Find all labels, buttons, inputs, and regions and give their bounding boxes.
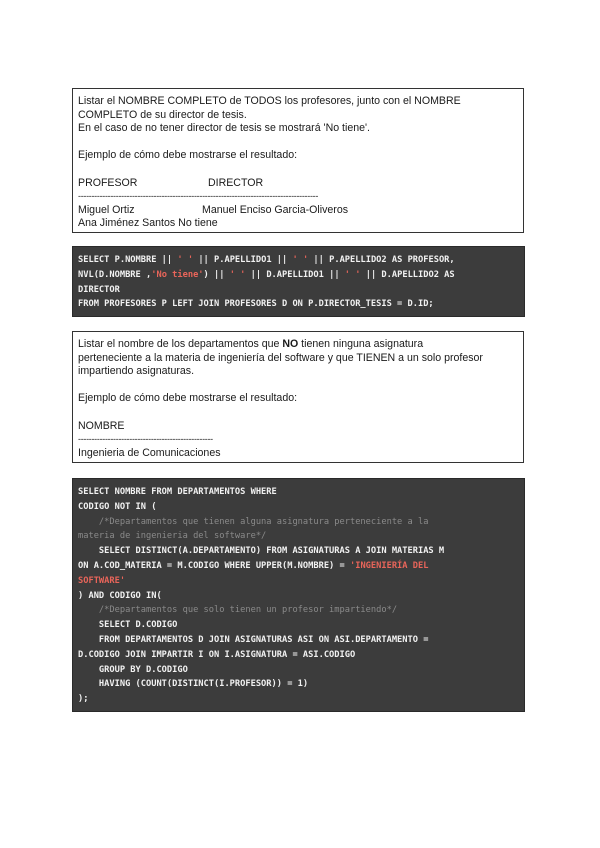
sql-code-block-2 — [72, 478, 525, 712]
exercise-2-statement — [72, 331, 524, 463]
code-line: D.CODIGO JOIN IMPARTIR I ON I.ASIGNATURA = ASI.CODIGO — [78, 649, 356, 660]
statement-line: impartiendo asignaturas. — [78, 365, 195, 378]
code-comment: materia de ingenieria del software*/ — [78, 531, 267, 542]
code-line: GROUP BY D.CODIGO — [78, 664, 188, 675]
code-comment: /*Departamentos que solo tienen un profesor impartiendo*/ — [78, 605, 398, 616]
code-line: DIRECTOR — [78, 284, 120, 295]
code-line: HAVING (COUNT(DISTINCT(I.PROFESOR)) = 1) — [78, 679, 309, 690]
code-line: NVL(D.NOMBRE ,'No tiene') || ' ' || D.APELLIDO1 || ' ' || D.APELLIDO2 AS — [78, 269, 455, 280]
exercise-1-statement — [72, 88, 524, 233]
column-header-director: DIRECTOR — [208, 176, 264, 189]
code-line: SELECT D.CODIGO — [78, 620, 178, 631]
code-line: SELECT NOMBRE FROM DEPARTAMENTOS WHERE — [78, 487, 277, 497]
code-line: SELECT DISTINCT(A.DEPARTAMENTO) FROM ASIGNATURAS A JOIN MATERIAS M — [78, 546, 445, 557]
example-label: Ejemplo de cómo debe mostrarse el resultado: — [78, 392, 298, 405]
separator-line: -------------------------------------------------- — [78, 434, 213, 445]
statement-line: Listar el nombre de los departamentos que NO tienen ninguna asignatura — [78, 338, 424, 350]
code-line: FROM PROFESORES P LEFT JOIN PROFESORES D ON P.DIRECTOR_TESIS = D.ID; — [78, 299, 434, 310]
code-line: CODIGO NOT IN ( — [78, 501, 157, 512]
code-line: ON A.COD_MATERIA = M.CODIGO WHERE UPPER(M.NOMBRE) = 'INGENIERÍA DEL — [78, 560, 429, 571]
example-label: Ejemplo de cómo debe mostrarse el resultado: — [78, 149, 298, 162]
code-line: ); — [78, 694, 89, 705]
code-line: ) AND CODIGO IN( — [78, 590, 162, 601]
code-comment: /*Departamentos que tienen alguna asignatura perteneciente a la — [78, 516, 429, 527]
emphasis-no: NO — [282, 338, 299, 350]
code-line: FROM DEPARTAMENTOS D JOIN ASIGNATURAS ASI ON ASI.DEPARTAMENTO = — [78, 634, 429, 645]
cell-profesor: Ana Jiménez Santos — [78, 217, 176, 230]
statement-line: COMPLETO de su director de tesis. — [78, 108, 247, 121]
statement-line: Listar el NOMBRE COMPLETO de TODOS los profesores, junto con el NOMBRE — [78, 95, 461, 107]
column-header-nombre: NOMBRE — [78, 419, 125, 432]
code-line: SELECT P.NOMBRE || ' ' || P.APELLIDO1 || ' ' || P.APELLIDO2 AS PROFESOR, — [78, 255, 455, 265]
column-header-profesor: PROFESOR — [78, 176, 138, 189]
result-row: Ingenieria de Comunicaciones — [78, 446, 221, 459]
result-header — [78, 177, 518, 191]
separator-line: ----------------------------------------------------------------------------------------- — [78, 191, 319, 202]
cell-profesor: Miguel Ortiz — [78, 203, 135, 216]
cell-director: No tiene — [178, 217, 218, 230]
result-row — [78, 204, 518, 218]
sql-code-block-1 — [72, 246, 525, 317]
cell-director: Manuel Enciso Garcia-Oliveros — [202, 203, 349, 216]
statement-line: En el caso de no tener director de tesis se mostrará 'No tiene'. — [78, 122, 370, 135]
result-row — [78, 217, 518, 231]
statement-line: perteneciente a la materia de ingeniería del software y que TIENEN a un solo profesor — [78, 351, 483, 364]
code-string: SOFTWARE' — [78, 575, 126, 586]
